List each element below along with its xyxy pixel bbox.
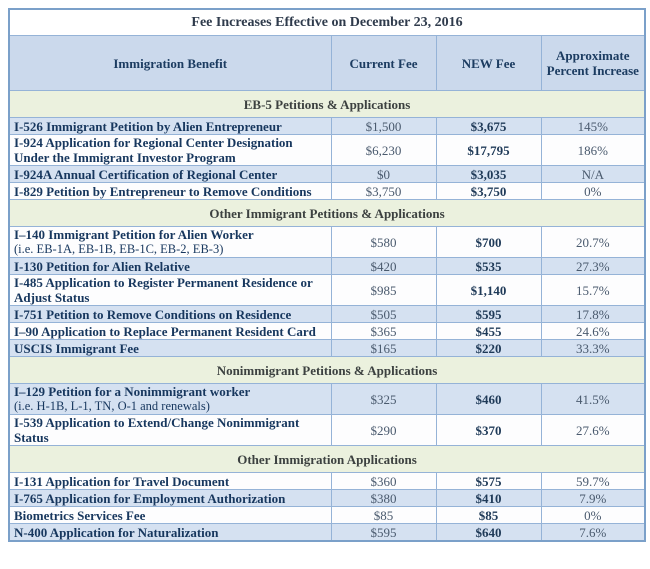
new-fee-value: $370 [436, 415, 541, 446]
benefit-label: I–90 Application to Replace Permanent Resident Card [14, 323, 316, 339]
benefit-label: I-765 Application for Employment Authorization [14, 490, 286, 506]
benefit-cell [9, 473, 331, 490]
current-fee-value: $580 [331, 227, 436, 258]
percent-increase-value: 0% [541, 507, 645, 524]
percent-increase-value: 41.5% [541, 384, 645, 415]
column-header-new-fee: NEW Fee [436, 36, 541, 91]
new-fee-value: $455 [436, 323, 541, 340]
benefit-label: I-924 Application for Regional Center Designation Under the Immigrant Investor Program [14, 135, 293, 165]
column-header-immigration-benefit: Immigration Benefit [9, 36, 331, 91]
current-fee-value: $380 [331, 490, 436, 507]
new-fee-value: $535 [436, 258, 541, 275]
percent-increase-value: 20.7% [541, 227, 645, 258]
current-fee-value: $290 [331, 415, 436, 446]
percent-increase-value: 15.7% [541, 275, 645, 306]
section-heading: Other Immigration Applications [9, 446, 645, 473]
table-row [9, 340, 645, 357]
table-row [9, 473, 645, 490]
section-heading: Other Immigrant Petitions & Applications [9, 200, 645, 227]
current-fee-value: $165 [331, 340, 436, 357]
new-fee-value: $700 [436, 227, 541, 258]
current-fee-value: $1,500 [331, 118, 436, 135]
benefit-subtext: (i.e. H-1B, L-1, TN, O-1 and renewals) [14, 399, 210, 413]
new-fee-value: $640 [436, 524, 541, 542]
benefit-cell [9, 183, 331, 200]
percent-increase-value: 59.7% [541, 473, 645, 490]
benefit-label: I–129 Petition for a Nonimmigrant worker [14, 384, 251, 399]
current-fee-value: $0 [331, 166, 436, 183]
benefit-cell [9, 340, 331, 357]
new-fee-value: $220 [436, 340, 541, 357]
current-fee-value: $85 [331, 507, 436, 524]
fee-increase-table [8, 8, 646, 542]
benefit-label: Biometrics Services Fee [14, 507, 146, 523]
percent-increase-value: 0% [541, 183, 645, 200]
benefit-subtext: (i.e. EB-1A, EB-1B, EB-1C, EB-2, EB-3) [14, 242, 224, 256]
table-title: Fee Increases Effective on December 23, 2016 [9, 9, 645, 36]
table-row [9, 118, 645, 135]
new-fee-value: $17,795 [436, 135, 541, 166]
benefit-cell [9, 384, 331, 415]
benefit-label: I-829 Petition by Entrepreneur to Remove Conditions [14, 183, 312, 199]
benefit-cell [9, 507, 331, 524]
section-header-row [9, 91, 645, 118]
table-row [9, 490, 645, 507]
benefit-cell [9, 118, 331, 135]
section-header-row [9, 357, 645, 384]
current-fee-value: $985 [331, 275, 436, 306]
current-fee-value: $420 [331, 258, 436, 275]
percent-increase-value: 27.6% [541, 415, 645, 446]
table-row [9, 323, 645, 340]
current-fee-value: $325 [331, 384, 436, 415]
section-heading: Nonimmigrant Petitions & Applications [9, 357, 645, 384]
benefit-cell [9, 275, 331, 306]
percent-increase-value: 27.3% [541, 258, 645, 275]
benefit-cell [9, 135, 331, 166]
benefit-cell [9, 306, 331, 323]
new-fee-value: $3,675 [436, 118, 541, 135]
table-row [9, 415, 645, 446]
benefit-label: I–140 Immigrant Petition for Alien Worker [14, 227, 254, 242]
current-fee-value: $360 [331, 473, 436, 490]
benefit-label: I-751 Petition to Remove Conditions on Residence [14, 306, 292, 322]
benefit-label: USCIS Immigrant Fee [14, 340, 139, 356]
current-fee-value: $6,230 [331, 135, 436, 166]
current-fee-value: $3,750 [331, 183, 436, 200]
current-fee-value: $365 [331, 323, 436, 340]
benefit-label: I-130 Petition for Alien Relative [14, 258, 190, 274]
current-fee-value: $505 [331, 306, 436, 323]
table-row [9, 166, 645, 183]
table-row [9, 384, 645, 415]
table-title-row [9, 9, 645, 36]
table-row [9, 227, 645, 258]
section-header-row [9, 200, 645, 227]
benefit-cell [9, 166, 331, 183]
benefit-cell [9, 524, 331, 542]
section-heading: EB-5 Petitions & Applications [9, 91, 645, 118]
percent-increase-value: 24.6% [541, 323, 645, 340]
benefit-cell [9, 258, 331, 275]
table-row [9, 524, 645, 542]
table-row [9, 507, 645, 524]
benefit-cell [9, 490, 331, 507]
benefit-label: I-924A Annual Certification of Regional Center [14, 166, 278, 182]
table-row [9, 258, 645, 275]
current-fee-value: $595 [331, 524, 436, 542]
percent-increase-value: 7.9% [541, 490, 645, 507]
new-fee-value: $3,035 [436, 166, 541, 183]
percent-increase-value: 17.8% [541, 306, 645, 323]
percent-increase-value: 186% [541, 135, 645, 166]
table-row [9, 306, 645, 323]
table-row [9, 275, 645, 306]
new-fee-value: $575 [436, 473, 541, 490]
benefit-label: I-485 Application to Register Permanent Residence or Adjust Status [14, 275, 313, 305]
percent-increase-value: N/A [541, 166, 645, 183]
percent-increase-value: 145% [541, 118, 645, 135]
new-fee-value: $595 [436, 306, 541, 323]
new-fee-value: $460 [436, 384, 541, 415]
new-fee-value: $1,140 [436, 275, 541, 306]
benefit-cell [9, 323, 331, 340]
new-fee-value: $410 [436, 490, 541, 507]
benefit-label: I-526 Immigrant Petition by Alien Entrepreneur [14, 118, 282, 134]
new-fee-value: $85 [436, 507, 541, 524]
benefit-label: I-539 Application to Extend/Change Nonimmigrant Status [14, 415, 300, 445]
benefit-cell [9, 227, 331, 258]
benefit-label: I-131 Application for Travel Document [14, 473, 230, 489]
column-header-percent-increase: Approximate Percent Increase [541, 36, 645, 91]
fee-table-body [9, 91, 645, 542]
table-row [9, 183, 645, 200]
percent-increase-value: 33.3% [541, 340, 645, 357]
section-header-row [9, 446, 645, 473]
table-row [9, 135, 645, 166]
benefit-label: N-400 Application for Naturalization [14, 524, 219, 540]
new-fee-value: $3,750 [436, 183, 541, 200]
percent-increase-value: 7.6% [541, 524, 645, 542]
column-header-row [9, 36, 645, 91]
column-header-current-fee: Current Fee [331, 36, 436, 91]
benefit-cell [9, 415, 331, 446]
